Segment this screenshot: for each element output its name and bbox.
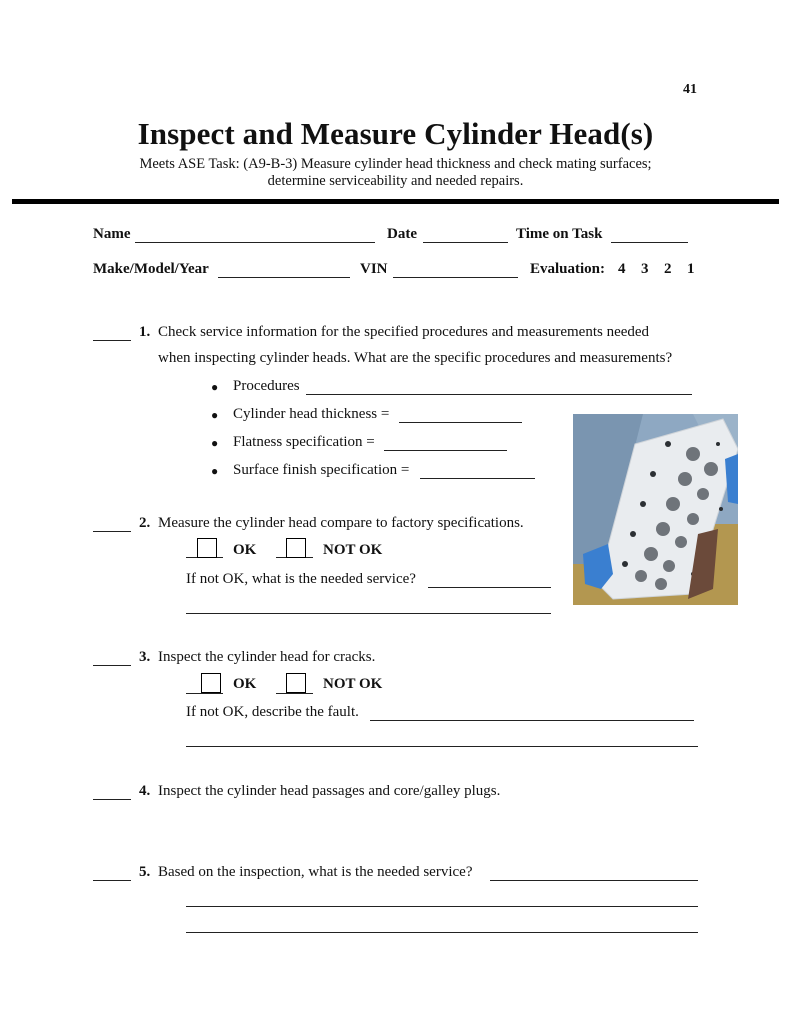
task-3-score-blank[interactable] xyxy=(93,665,131,666)
evaluation-score-2[interactable]: 2 xyxy=(664,261,672,277)
task-2-not-ok-checkbox[interactable] xyxy=(286,538,306,558)
task-3-not-ok-blank-line xyxy=(276,693,313,694)
procedures-field[interactable] xyxy=(306,394,692,395)
subtitle-line-2: determine serviceability and needed repairs. xyxy=(267,173,524,189)
page-number: 41 xyxy=(683,82,697,97)
task-2-needed-service-field-line-2[interactable] xyxy=(186,613,551,614)
task-3-number: 3. xyxy=(139,649,151,665)
task-5-needed-service-field-line-2[interactable] xyxy=(186,906,698,907)
task-3-fault-description-field-line-2[interactable] xyxy=(186,746,698,747)
task-2-text: Measure the cylinder head compare to factory specifications. xyxy=(158,515,524,531)
task-5-needed-service-field[interactable] xyxy=(490,880,698,881)
evaluation-score-1[interactable]: 1 xyxy=(687,261,695,277)
bullet-icon: ● xyxy=(211,408,219,422)
task-1-bullet-surface-finish: Surface finish specification = xyxy=(233,462,410,478)
evaluation-score-4[interactable]: 4 xyxy=(618,261,626,277)
subtitle-line-1: Meets ASE Task: (A9-B-3) Measure cylinder head thickness and check mating surfaces; xyxy=(139,156,652,172)
flatness-specification-field[interactable] xyxy=(384,450,507,451)
task-3-followup-text: If not OK, describe the fault. xyxy=(186,704,359,720)
task-1-text-line-2: when inspecting cylinder heads. What are the specific procedures and measurements? xyxy=(158,350,673,366)
task-4-number: 4. xyxy=(139,783,151,799)
cylinder-head-thickness-field[interactable] xyxy=(399,422,522,423)
task-2-ok-label: OK xyxy=(233,542,257,558)
header-divider xyxy=(12,199,779,204)
task-4-text: Inspect the cylinder head passages and core/galley plugs. xyxy=(158,783,501,799)
date-label: Date xyxy=(387,226,417,242)
time-on-task-field[interactable] xyxy=(611,242,688,243)
task-3-text: Inspect the cylinder head for cracks. xyxy=(158,649,376,665)
task-3-not-ok-label: NOT OK xyxy=(323,676,383,692)
bullet-icon: ● xyxy=(211,380,219,394)
task-2-number: 2. xyxy=(139,515,151,531)
task-1-text-line-1: Check service information for the specified procedures and measurements needed xyxy=(158,324,650,340)
evaluation-label: Evaluation: xyxy=(530,261,606,277)
task-5-score-blank[interactable] xyxy=(93,880,131,881)
cylinder-head-photo xyxy=(573,414,738,605)
task-3-ok-checkbox[interactable] xyxy=(201,673,221,693)
task-3-not-ok-checkbox[interactable] xyxy=(286,673,306,693)
task-5-text: Based on the inspection, what is the needed service? xyxy=(158,864,473,880)
cylinder-head-image-icon xyxy=(573,414,738,605)
task-1-bullet-procedures: Procedures xyxy=(233,378,300,394)
bullet-icon: ● xyxy=(211,464,219,478)
task-2-not-ok-label: NOT OK xyxy=(323,542,383,558)
surface-finish-specification-field[interactable] xyxy=(420,478,535,479)
vin-field[interactable] xyxy=(393,277,518,278)
time-on-task-label: Time on Task xyxy=(516,226,603,242)
task-1-bullet-flatness: Flatness specification = xyxy=(233,434,375,450)
task-1-number: 1. xyxy=(139,324,151,340)
make-model-year-label: Make/Model/Year xyxy=(93,261,209,277)
task-2-score-blank[interactable] xyxy=(93,531,131,532)
vin-label: VIN xyxy=(360,261,388,277)
task-1-bullet-thickness: Cylinder head thickness = xyxy=(233,406,390,422)
task-5-number: 5. xyxy=(139,864,151,880)
bullet-icon: ● xyxy=(211,436,219,450)
task-3-ok-blank-line xyxy=(186,693,223,694)
make-model-year-field[interactable] xyxy=(218,277,350,278)
task-1-score-blank[interactable] xyxy=(93,340,131,341)
task-4-score-blank[interactable] xyxy=(93,799,131,800)
evaluation-score-3[interactable]: 3 xyxy=(641,261,649,277)
task-2-ok-checkbox[interactable] xyxy=(197,538,217,558)
task-2-followup-text: If not OK, what is the needed service? xyxy=(186,571,416,587)
task-3-fault-description-field[interactable] xyxy=(370,720,694,721)
date-field[interactable] xyxy=(423,242,508,243)
name-label: Name xyxy=(93,226,131,242)
task-2-needed-service-field[interactable] xyxy=(428,587,551,588)
page-title: Inspect and Measure Cylinder Head(s) xyxy=(137,116,654,151)
name-field[interactable] xyxy=(135,242,375,243)
task-3-ok-label: OK xyxy=(233,676,257,692)
task-5-needed-service-field-line-3[interactable] xyxy=(186,932,698,933)
